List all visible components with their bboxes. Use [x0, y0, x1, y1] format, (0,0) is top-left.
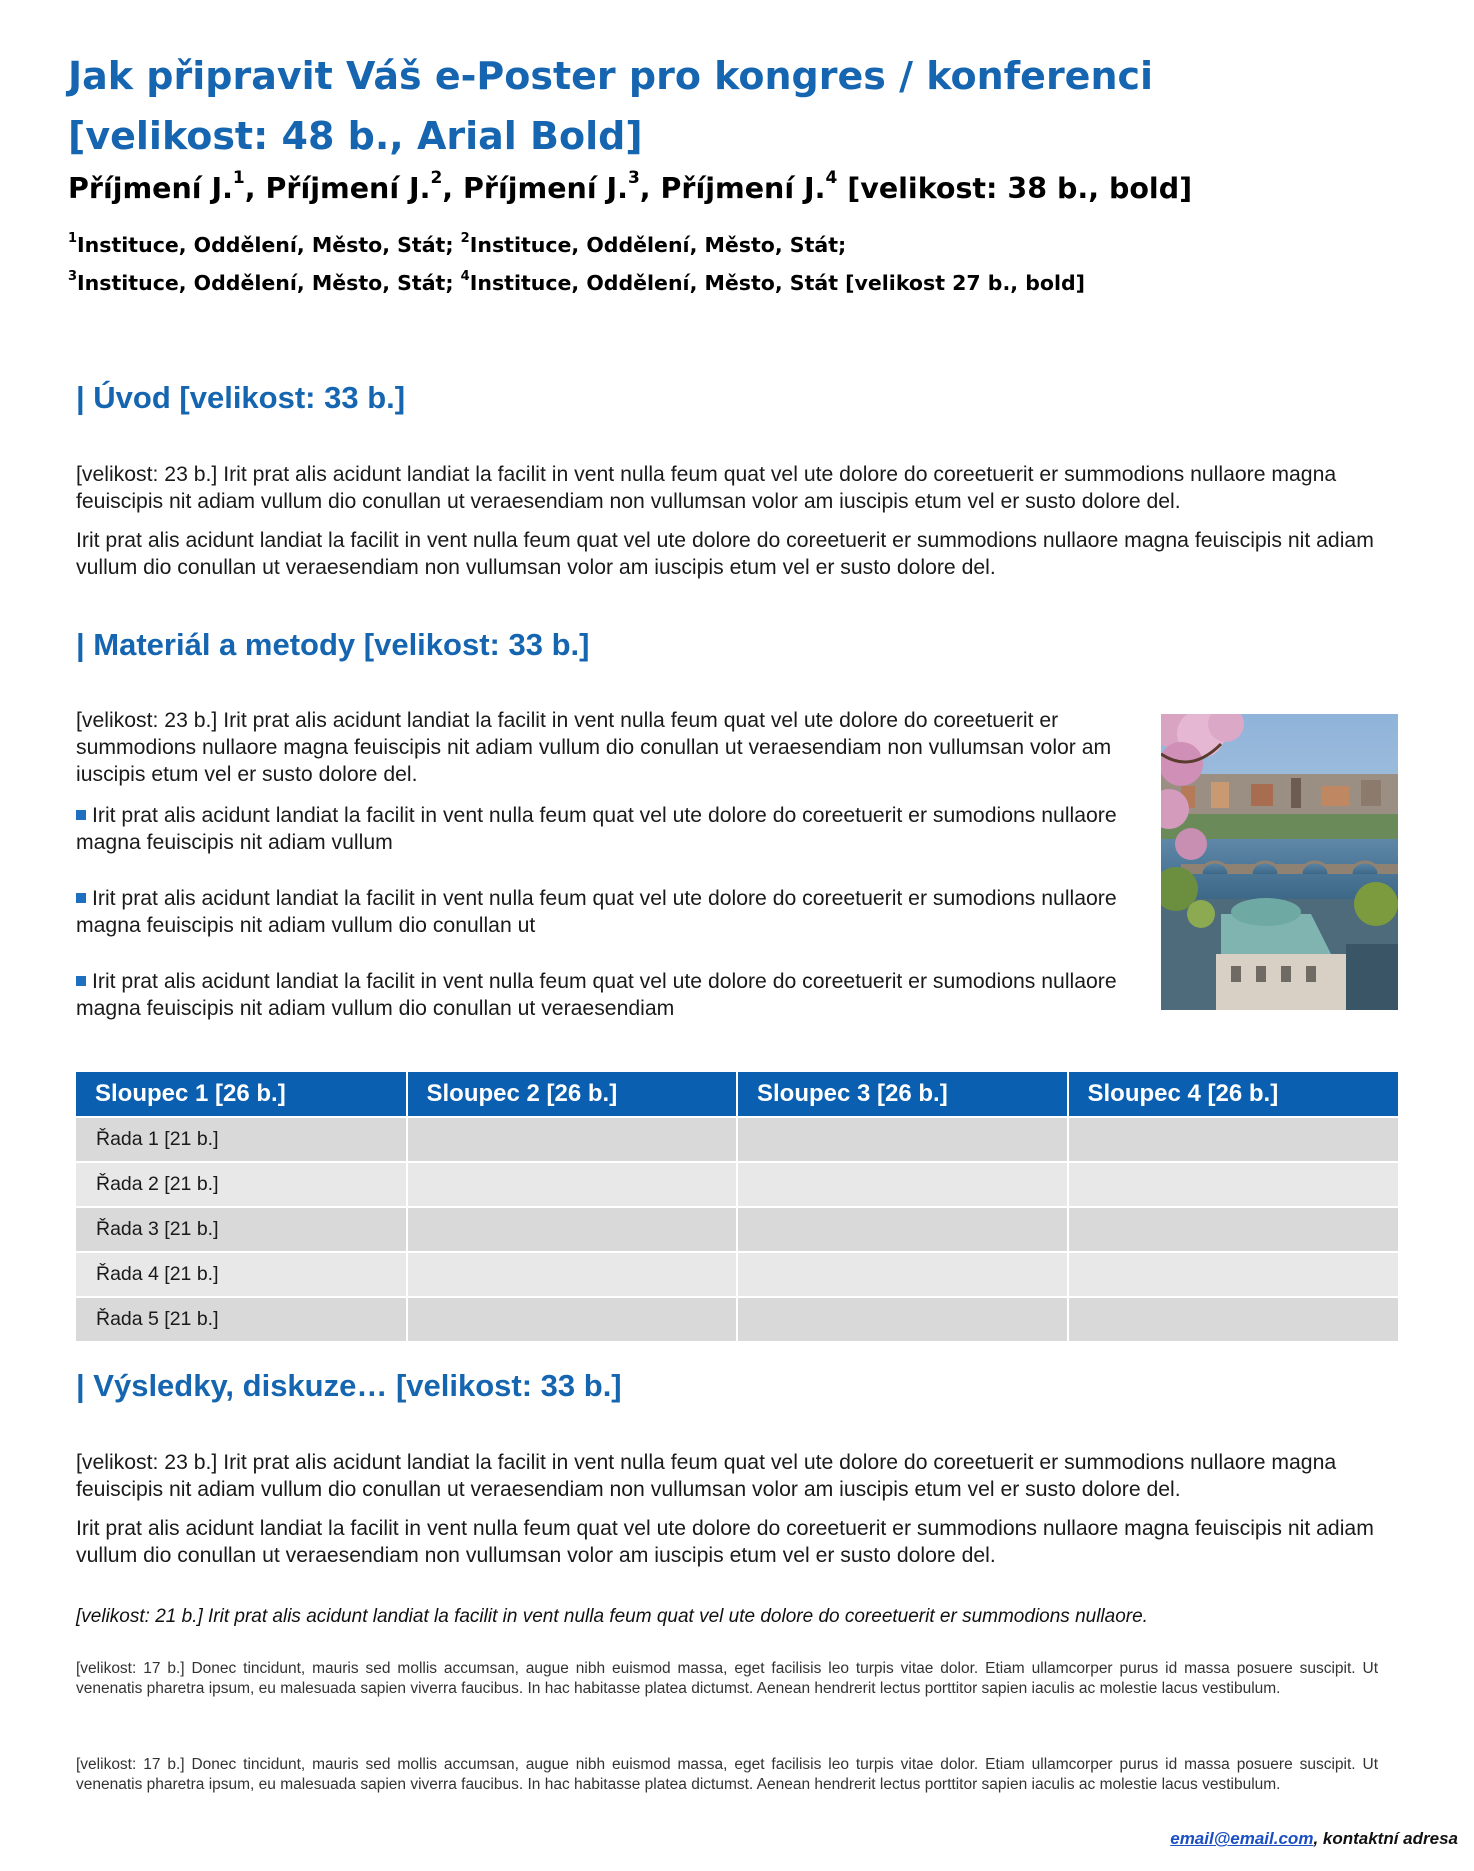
author-2-sup: 2	[430, 168, 443, 188]
authors-line: Příjmení J.$^1$, Příjmení J.$^2$, Příjmení J.$^3$, Příjmení J.$^4$ [velikost: 38 b., bold]	[68, 168, 1193, 205]
table-cell	[737, 1252, 1068, 1297]
affil-3: Instituce, Oddělení, Město, Stát;	[77, 271, 461, 295]
table-cell	[1068, 1162, 1399, 1207]
section-heading-intro: | Úvod [velikost: 33 b.]	[76, 380, 406, 415]
table-cell	[407, 1252, 738, 1297]
affil-4: Instituce, Oddělení, Město, Stát [velikost 27 b., bold]	[469, 271, 1086, 295]
poster-title	[68, 46, 1428, 166]
affil-3-sup: 3	[68, 269, 78, 284]
table-header-cell: Sloupec 4 [26 b.]	[1068, 1072, 1399, 1117]
affil-1-sup: 1	[68, 231, 78, 246]
authors-size-note: [velikost: 38 b., bold]	[837, 172, 1193, 205]
table-row-label: Řada 4 [21 b.]	[76, 1252, 407, 1297]
intro-paragraph-1: [velikost: 23 b.] Irit prat alis acidunt landiat la facilit in vent nulla feum quat vel ute dolore do coreetuerit er summodions nullaore magna feuiscipis nit adiam vullum dio conullan ut veraesendiam non vullumsan volor am iuscipis etum vel er susto dolore del.	[76, 463, 1337, 513]
author-3: Příjmení J.	[463, 172, 628, 205]
methods-paragraph: [velikost: 23 b.] Irit prat alis acidunt landiat la facilit in vent nulla feum quat vel ute dolore do coreetuerit er summodions nullaore magna feuiscipis nit adiam vullum dio conullan ut veraesendiam non vullumsan volor am iuscipis etum vel er susto dolore del.	[76, 709, 1112, 786]
methods-bullet-2-text: Irit prat alis acidunt landiat la facilit in vent nulla feum quat vel ute dolore do coreetuerit er sumodions nullaore magna feuiscipis nit adiam vullum dio conullan ut	[76, 887, 1117, 937]
table-cell	[407, 1297, 738, 1341]
results-small-paragraph-2: [velikost: 17 b.] Donec tincidunt, mauris sed mollis accumsan, augue nibh euismod massa, eget facilisis leo turpis vitae dolor. Etiam ullamcorper purus id massa posuere suscipit. Ut venenatis pharetra ipsum, eu malesuada sapien viverra faucibus. In hac habitasse platea dictumst. Aenean hendrerit lectus porttitor sapien iaculis ac molestie lacus vestibulum.	[76, 1756, 1378, 1793]
affiliations-line-2	[68, 271, 1085, 295]
methods-bullet-3	[76, 968, 1138, 1022]
author-4: Příjmení J.	[660, 172, 826, 205]
table-cell	[1068, 1117, 1399, 1162]
table-cell	[1068, 1297, 1399, 1341]
contact-footer	[1170, 1829, 1458, 1849]
contact-label: , kontaktní adresa	[1313, 1829, 1458, 1848]
table-cell	[737, 1117, 1068, 1162]
author-3-sup: 3	[627, 168, 640, 188]
results-italic-note: [velikost: 21 b.] Irit prat alis acidunt landiat la facilit in vent nulla feum quat vel ute dolore do coreetuerit er summodions nullaore.	[76, 1606, 1148, 1627]
affil-2: Instituce, Oddělení, Město, Stát;	[469, 233, 847, 257]
table-row	[76, 1162, 1398, 1207]
affil-1: Instituce, Oddělení, Město, Stát;	[77, 233, 461, 257]
data-table	[76, 1072, 1398, 1341]
table-header-row	[76, 1072, 1398, 1117]
table-cell	[407, 1162, 738, 1207]
table-header-cell: Sloupec 1 [26 b.]	[76, 1072, 407, 1117]
affil-4-sup: 4	[460, 269, 470, 284]
results-paragraph-2: Irit prat alis acidunt landiat la facilit in vent nulla feum quat vel ute dolore do coreetuerit er summodions nullaore magna feuiscipis nit adiam vullum dio conullan ut veraesendiam non vullumsan volor am iuscipis etum vel er susto dolore del.	[76, 1517, 1374, 1567]
contact-email-link[interactable]: email@email.com	[1170, 1829, 1314, 1848]
table-row-label: Řada 1 [21 b.]	[76, 1117, 407, 1162]
table-cell	[1068, 1207, 1399, 1252]
author-2: Příjmení J.	[265, 172, 431, 205]
table-cell	[737, 1207, 1068, 1252]
intro-paragraph-2: Irit prat alis acidunt landiat la facilit in vent nulla feum quat vel ute dolore do coreetuerit er summodions nullaore magna feuiscipis nit adiam vullum dio conullan ut veraesendiam non vullumsan volor am iuscipis etum vel er susto dolore del.	[76, 529, 1374, 579]
bullet-square-icon	[76, 893, 86, 903]
table-row	[76, 1297, 1398, 1341]
table-header-cell: Sloupec 3 [26 b.]	[737, 1072, 1068, 1117]
author-1-sup: 1	[232, 168, 245, 188]
affiliations-line-1	[68, 233, 846, 257]
poster-title-line1: Jak připravit Váš e-Poster pro kongres / konferenci	[68, 54, 1154, 98]
results-small-paragraph-1: [velikost: 17 b.] Donec tincidunt, mauris sed mollis accumsan, augue nibh euismod massa, eget facilisis leo turpis vitae dolor. Etiam ullamcorper purus id massa posuere suscipit. Ut venenatis pharetra ipsum, eu malesuada sapien viverra faucibus. In hac habitasse platea dictumst. Aenean hendrerit lectus porttitor sapien iaculis ac molestie lacus vestibulum.	[76, 1660, 1378, 1697]
table-row	[76, 1117, 1398, 1162]
author-4-sup: 4	[825, 168, 838, 188]
section-heading-methods: | Materiál a metody [velikost: 33 b.]	[76, 627, 590, 662]
table-header-cell: Sloupec 2 [26 b.]	[407, 1072, 738, 1117]
methods-bullet-3-text: Irit prat alis acidunt landiat la facilit in vent nulla feum quat vel ute dolore do coreetuerit er sumodions nullaore magna feuiscipis nit adiam vullum dio conullan ut veraesendiam	[76, 970, 1117, 1020]
table-cell	[737, 1297, 1068, 1341]
section-heading-results: | Výsledky, diskuze… [velikost: 33 b.]	[76, 1368, 622, 1403]
prague-city-photo	[1161, 714, 1398, 1010]
table-row-label: Řada 2 [21 b.]	[76, 1162, 407, 1207]
table-row-label: Řada 5 [21 b.]	[76, 1297, 407, 1341]
author-1: Příjmení J.	[68, 172, 233, 205]
table-row	[76, 1252, 1398, 1297]
table-cell	[407, 1207, 738, 1252]
table-row-label: Řada 3 [21 b.]	[76, 1207, 407, 1252]
poster-title-line2: [velikost: 48 b., Arial Bold]	[68, 114, 643, 158]
table-cell	[737, 1162, 1068, 1207]
affil-2-sup: 2	[460, 231, 470, 246]
table-row	[76, 1207, 1398, 1252]
methods-bullet-1	[76, 802, 1138, 856]
methods-bullet-1-text: Irit prat alis acidunt landiat la facilit in vent nulla feum quat vel ute dolore do coreetuerit er sumodions nullaore magna feuiscipis nit adiam vullum	[76, 804, 1117, 854]
methods-bullet-2	[76, 885, 1138, 939]
results-paragraph-1: [velikost: 23 b.] Irit prat alis acidunt landiat la facilit in vent nulla feum quat vel ute dolore do coreetuerit er summodions nullaore magna feuiscipis nit adiam vullum dio conullan ut veraesendiam non vullumsan volor am iuscipis etum vel er susto dolore del.	[76, 1451, 1337, 1501]
table-cell	[1068, 1252, 1399, 1297]
bullet-square-icon	[76, 976, 86, 986]
table-cell	[407, 1117, 738, 1162]
bullet-square-icon	[76, 810, 86, 820]
